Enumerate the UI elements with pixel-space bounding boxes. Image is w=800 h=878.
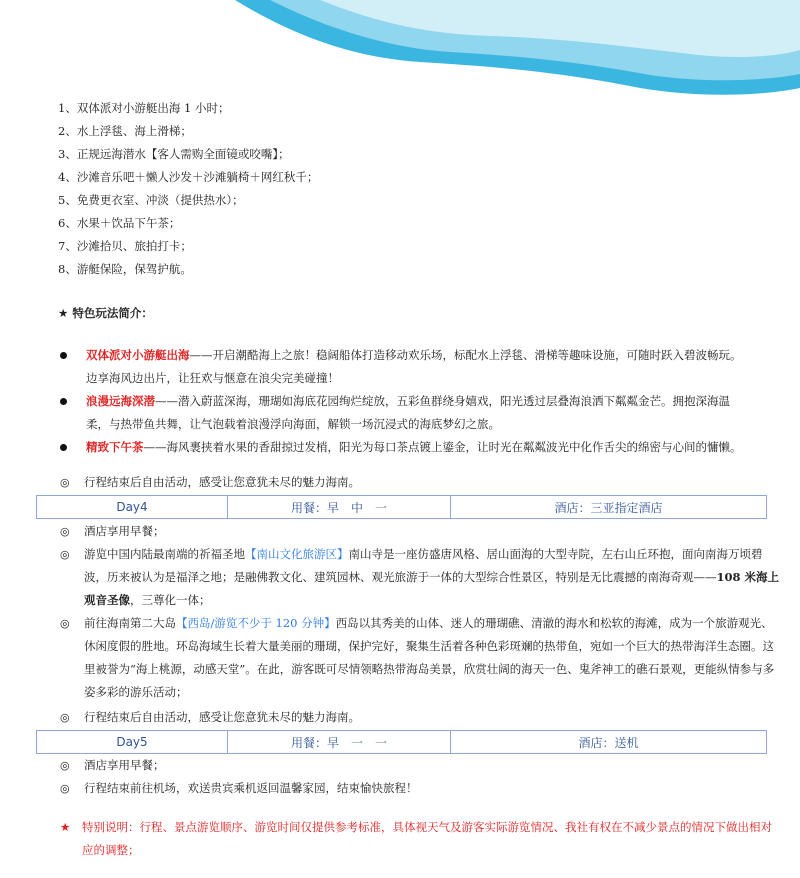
nanshan-end: ，三尊化一体； [130, 593, 211, 607]
circle-bullet-icon: ◎ [60, 711, 70, 724]
list-item: 3、正规远海潜水【客人需购全面镜或咬嘴】； [58, 147, 290, 161]
day5-header [36, 730, 767, 754]
list-item: 7、沙滩拾贝、旅拍打卡； [58, 239, 192, 253]
xidao-link[interactable]: 【西岛/游览不少于 120 分钟】 [176, 616, 336, 630]
bullet-icon [60, 352, 67, 359]
list-item: 4、沙滩音乐吧＋懒人沙发＋沙滩躺椅＋网红秋千； [58, 170, 319, 184]
day5-end-line [60, 777, 784, 800]
nanshan-intro: 游览中国内陆最南端的祈福圣地 [84, 547, 245, 561]
feature-name: 精致下午茶 [86, 440, 144, 454]
feature-text: ——开启潮酷海上之旅！稳阔船体打造移动欢乐场，标配水上浮毯、滑梯等趣味设施，可随时跃入碧波畅玩。边享海风边出片，让狂欢与惬意在浪尖完美碰撞！ [86, 348, 742, 385]
xidao-intro: 前往海南第二大岛 [84, 616, 176, 630]
included-items-list [58, 97, 318, 281]
circle-bullet-icon: ◎ [60, 782, 70, 795]
xidao-description: 西岛以其秀美的山体、迷人的珊瑚礁、清澈的海水和松软的海滩，成为一个旅游观光、休闲度假的胜地。环岛海域生长着大量美丽的珊瑚，保护完好，聚集生活着各种色彩斑斓的热带鱼，宛如一个巨大的热带海洋生态圈。这里被誉为“海上桃源，动感天堂”。在此，游客既可尽情领略热带海岛美景，欣赏壮阔的海天一色、鬼斧神工的礁石景观，更能纵情参与多姿多彩的游乐活动； [84, 616, 775, 699]
day4-header [36, 495, 767, 519]
day5-end-text: 行程结束前往机场，欢送贵宾乘机返回温馨家园，结束愉快旅程！ [84, 781, 418, 795]
day4-xidao-line [60, 612, 784, 704]
features-heading: ★ 特色玩法简介： [58, 306, 153, 320]
circle-bullet-icon: ◎ [60, 548, 70, 561]
day4-nanshan-line [60, 543, 784, 612]
circle-bullet-icon: ◎ [60, 617, 70, 630]
day5-breakfast: 酒店享用早餐； [84, 758, 165, 772]
day5-breakfast-line [60, 754, 784, 777]
day3-end-line [60, 471, 784, 494]
special-note-text: 特别说明：行程、景点游览顺序、游览时间仅提供参考标准，具体视天气及游客实际游览情况、我社有权在不减少景点的情况下做出相对应的调整； [82, 820, 772, 857]
circle-bullet-icon: ◎ [60, 525, 70, 538]
day4-breakfast: 酒店享用早餐； [84, 524, 165, 538]
guanyin-statue: 108 米海上观音圣像 [84, 570, 780, 607]
nanshan-link[interactable]: 【南山文化旅游区】 [245, 547, 349, 561]
features-list [60, 344, 750, 459]
bullet-icon [60, 444, 67, 451]
day4-label: Day4 [37, 496, 228, 518]
feature-item [60, 390, 750, 436]
day5-label: Day5 [37, 731, 228, 753]
nanshan-description: 南山寺是一座仿盛唐风格、居山面海的大型寺院，左右山丘环抱，面向南海万顷碧波，历来被认为是福泽之地；是融佛教文化、建筑园林、观光旅游于一体的大型综合性景区，特别是无比震撼的南海奇观—— [84, 547, 763, 584]
list-item: 2、水上浮毯、海上滑梯； [58, 124, 192, 138]
list-item: 6、水果＋饮品下午茶； [58, 216, 181, 230]
feature-text: ——海风裹挟着水果的香甜掠过发梢，阳光为每口茶点镀上鎏金，让时光在粼粼波光中化作舌尖的绵密与心间的慵懒。 [143, 440, 742, 454]
feature-name: 双体派对小游艇出海 [86, 348, 190, 362]
day5-hotel: 酒店：送机 [578, 735, 639, 750]
feature-text: ——潜入蔚蓝深海，珊瑚如海底花园绚烂绽放，五彩鱼群绕身嬉戏，阳光透过层叠海浪洒下粼粼金芒。拥抱深海温柔，与热带鱼共舞，让气泡载着浪漫浮向海面，解锁一场沉浸式的海底梦幻之旅。 [86, 394, 730, 431]
day3-end-text: 行程结束后自由活动，感受让您意犹未尽的魅力海南。 [84, 475, 360, 489]
bullet-icon [60, 398, 67, 405]
feature-item [60, 436, 750, 459]
feature-name: 浪漫远海深潜 [86, 394, 155, 408]
day4-meals: 用餐：早 中 一 [228, 496, 451, 518]
circle-bullet-icon: ◎ [60, 759, 70, 772]
day4-end-line [60, 706, 784, 729]
list-item: 5、免费更衣室、冲淡（提供热水）； [58, 193, 244, 207]
feature-item [60, 344, 750, 390]
circle-bullet-icon: ◎ [60, 476, 70, 489]
day5-meals: 用餐：早 一 一 [228, 731, 451, 753]
day4-breakfast-line [60, 520, 784, 543]
day4-hotel: 酒店：三亚指定酒店 [554, 500, 663, 515]
decorative-wave [0, 0, 800, 95]
star-icon: ★ [60, 820, 71, 834]
day4-end-text: 行程结束后自由活动，感受让您意犹未尽的魅力海南。 [84, 710, 360, 724]
special-note [60, 816, 782, 862]
list-item: 1、双体派对小游艇出海 1 小时； [58, 101, 230, 115]
list-item: 8、游艇保险，保驾护航。 [58, 262, 192, 276]
